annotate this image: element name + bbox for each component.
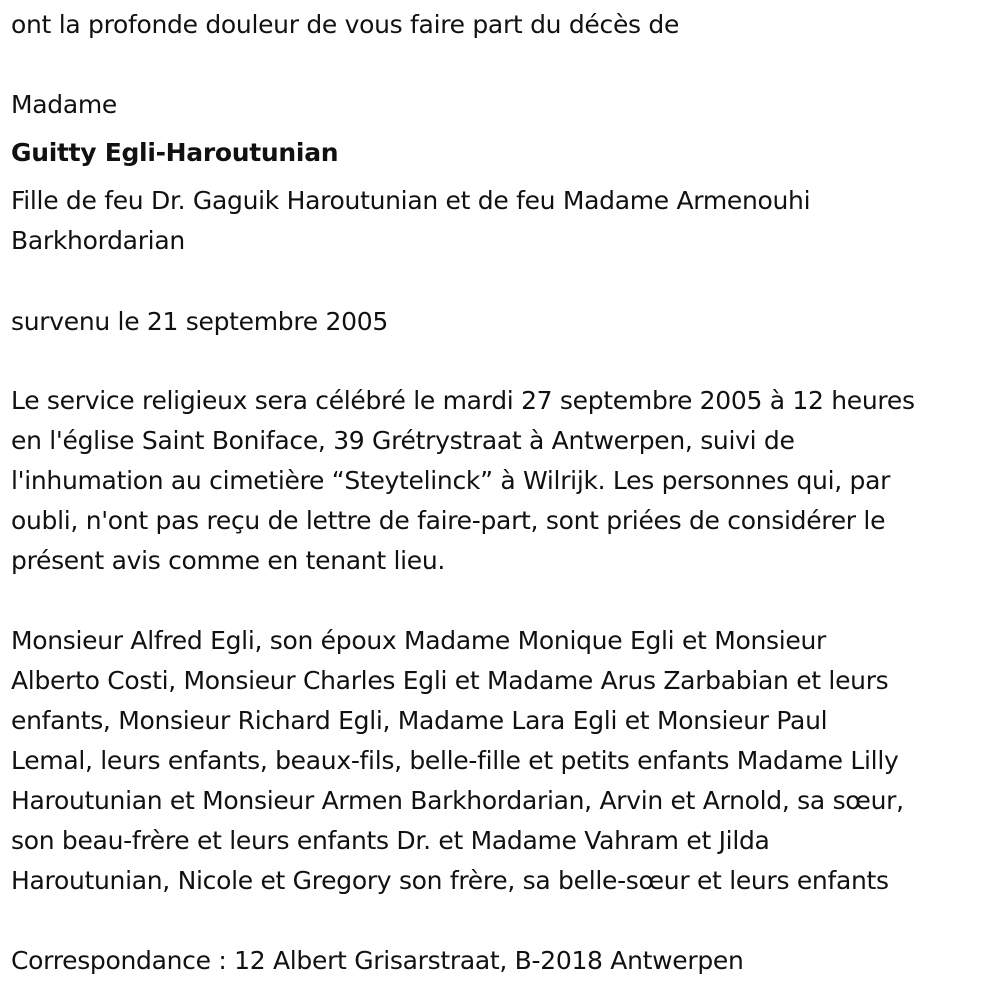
- service-paragraph: [11, 381, 915, 581]
- parents-paragraph: [11, 181, 810, 261]
- correspondence-address: Correspondance : 12 Albert Grisarstraat, B-2018 Antwerpen: [11, 946, 744, 975]
- family-line: Haroutunian, Nicole et Gregory son frère, sa belle-sœur et leurs enfants: [11, 866, 889, 895]
- family-line: enfants, Monsieur Richard Egli, Madame Lara Egli et Monsieur Paul: [11, 706, 828, 735]
- service-line: présent avis comme en tenant lieu.: [11, 546, 446, 575]
- honorific-title: Madame: [11, 90, 118, 119]
- service-line: l'inhumation au cimetière “Steytelinck” à Wilrijk. Les personnes qui, par: [11, 466, 891, 495]
- death-date: survenu le 21 septembre 2005: [11, 307, 388, 336]
- family-line: Alberto Costi, Monsieur Charles Egli et Madame Arus Zarbabian et leurs: [11, 666, 889, 695]
- family-line: Haroutunian et Monsieur Armen Barkhordarian, Arvin et Arnold, sa sœur,: [11, 786, 904, 815]
- service-line: Le service religieux sera célébré le mardi 27 septembre 2005 à 12 heures: [11, 386, 915, 415]
- family-line: Lemal, leurs enfants, beaux-fils, belle-fille et petits enfants Madame Lilly: [11, 746, 899, 775]
- family-line: son beau-frère et leurs enfants Dr. et Madame Vahram et Jilda: [11, 826, 770, 855]
- service-line: en l'église Saint Boniface, 39 Grétrystraat à Antwerpen, suivi de: [11, 426, 795, 455]
- intro-text: ont la profonde douleur de vous faire part du décès de: [11, 10, 680, 39]
- family-paragraph: [11, 621, 904, 901]
- family-line: Monsieur Alfred Egli, son époux Madame Monique Egli et Monsieur: [11, 626, 826, 655]
- deceased-name: Guitty Egli-Haroutunian: [11, 138, 339, 167]
- parents-line: Fille de feu Dr. Gaguik Haroutunian et de feu Madame Armenouhi: [11, 186, 811, 215]
- service-line: oubli, n'ont pas reçu de lettre de faire-part, sont priées de considérer le: [11, 506, 886, 535]
- parents-line: Barkhordarian: [11, 226, 185, 255]
